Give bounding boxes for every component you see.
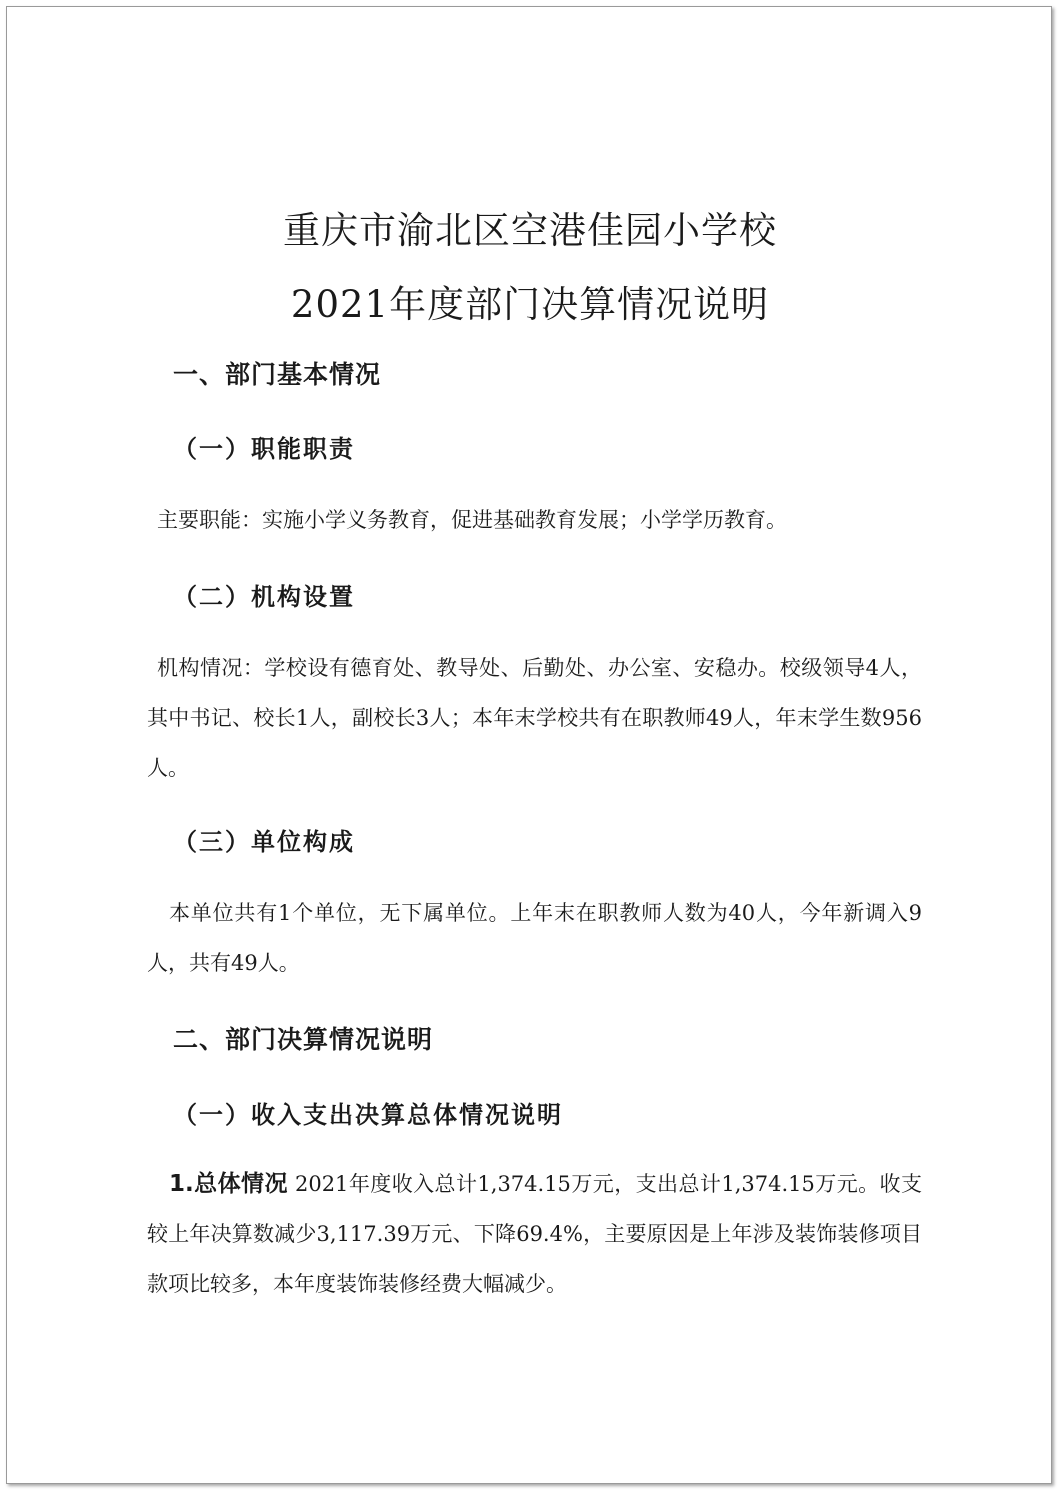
section1-sub1-text: 主要职能：实施小学义务教育，促进基础教育发展；小学学历教育。 <box>157 508 787 532</box>
section2-heading: 二、部门决算情况说明 <box>173 1025 434 1054</box>
section2-sub1-heading: （一）收入支出决算总体情况说明 <box>173 1101 563 1129</box>
section1-sub2-text: 机构情况：学校设有德育处、教导处、后勤处、办公室、安稳办。校级领导4人，其中书记、校长1人，副校长3人；本年末学校共有在职教师49人，年末学生数956人。 <box>147 656 922 780</box>
item1-lead: 1.总体情况 <box>169 1171 288 1197</box>
section1-sub3-heading: （三）单位构成 <box>173 828 355 856</box>
document-page <box>6 6 1052 1484</box>
section1-sub3-text: 本单位共有1个单位，无下属单位。上年末在职教师人数为40人，今年新调入9人，共有49人。 <box>147 901 922 975</box>
document-title-line2: 2021年度部门决算情况说明 <box>290 283 770 326</box>
section1-sub1-heading: （一）职能职责 <box>173 435 355 463</box>
section1-sub2-heading: （二）机构设置 <box>173 583 355 611</box>
section1-heading: 一、部门基本情况 <box>173 360 382 389</box>
section2-sub1-item1 <box>147 1159 922 1309</box>
document-title-line1: 重庆市渝北区空港佳园小学校 <box>283 209 777 252</box>
item1-text: 2021年度收入总计1,374.15万元，支出总计1,374.15万元。收支较上年决算数减少3,117.39万元、下降69.4%，主要原因是上年涉及装饰装修项目款项比较多，本年度装饰装修经费大幅减少。 <box>147 1172 922 1296</box>
